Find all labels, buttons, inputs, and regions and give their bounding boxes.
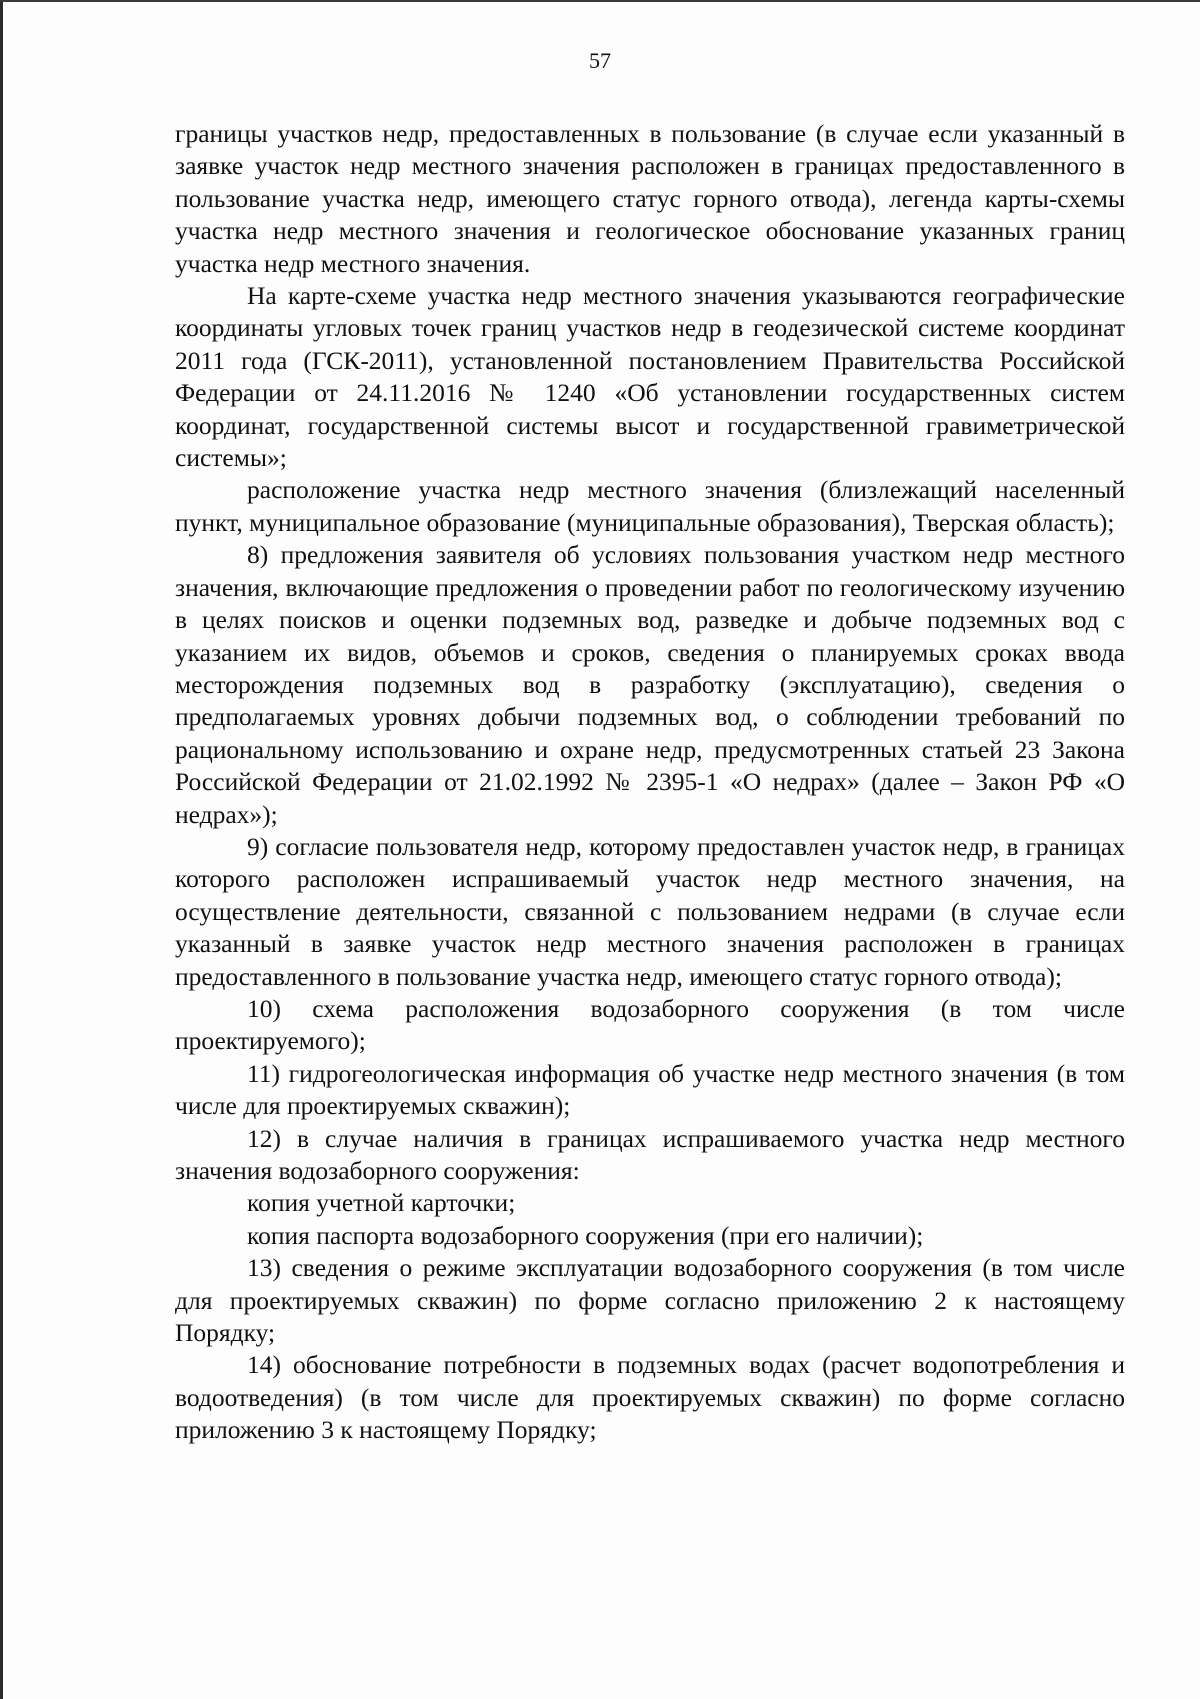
document-body: [175, 118, 1125, 1447]
paragraph: копия учетной карточки;: [247, 1188, 516, 1218]
paragraph: копия паспорта водозаборного сооружения (при его наличии);: [247, 1220, 924, 1250]
paragraph: границы участков недр, предоставленных в пользование (в случае если указанный в заявке участок недр местного значения расположен в границах предоставленного в пользование участка недр, имеющего статус горного отвода), легенда карты-схемы участка недр местного значения и геологическое обоснование указанных границ участка недр местного значения.: [175, 119, 1125, 278]
paragraph: 10) схема расположения водозаборного сооружения (в том числе проектируемого);: [175, 993, 1125, 1056]
scan-edge-left: [0, 0, 3, 1699]
paragraph: расположение участка недр местного значения (близлежащий населенный пункт, муниципальное образование (муниципальные образования), Тверская область);: [175, 475, 1125, 537]
page-number: 57: [589, 48, 611, 73]
scan-edge-top: [0, 0, 1200, 2]
paragraph: 13) сведения о режиме эксплуатации водозаборного сооружения (в том числе для проектируемых скважин) по форме согласно приложению 2 к настоящему Порядку;: [175, 1253, 1125, 1348]
paragraph: 11) гидрогеологическая информация об участке недр местного значения (в том числе для проектируемых скважин);: [175, 1058, 1125, 1121]
paragraph: 8) предложения заявителя об условиях пользования участком недр местного значения, включающие предложения о проведении работ по геологическому изучению в целях поисков и оценки подземных вод, разведке и добыче подземных вод с указанием их видов, объемов и сроков, сведения о планируемых сроках ввода месторождения подземных вод в разработку (эксплуатацию), сведения о предполагаемых уровнях добычи подземных вод, о соблюдении требований по рациональному использованию и охране недр, предусмотренных статьей 23 Закона Российской Федерации от 21.02.1992 № 2395-1 «О недрах» (далее – Закон РФ «О недрах»);: [175, 540, 1125, 829]
paragraph: 14) обоснование потребности в подземных водах (расчет водопотребления и водоотведения) (в том числе для проектируемых скважин) по форме согласно приложению 3 к настоящему Порядку;: [175, 1350, 1125, 1445]
paragraph: На карте-схеме участка недр местного значения указываются географические координаты угловых точек границ участков недр в геодезической системе координат 2011 года (ГСК-2011), установленной постановлением Правительства Российской Федерации от 24.11.2016 № 1240 «Об установлении государственных систем координат, государственной системы высот и государственной гравиметрической системы»;: [175, 281, 1125, 473]
paragraph: 12) в случае наличия в границах испрашиваемого участка недр местного значения водозаборного сооружения:: [175, 1123, 1125, 1185]
paragraph: 9) согласие пользователя недр, которому предоставлен участок недр, в границах которого расположен испрашиваемый участок недр местного значения, на осуществление деятельности, связанной с пользованием недрами (в случае если указанный в заявке участок недр местного значения расположен в границах предоставленного в пользование участка недр, имеющего статус горного отвода);: [175, 831, 1125, 991]
